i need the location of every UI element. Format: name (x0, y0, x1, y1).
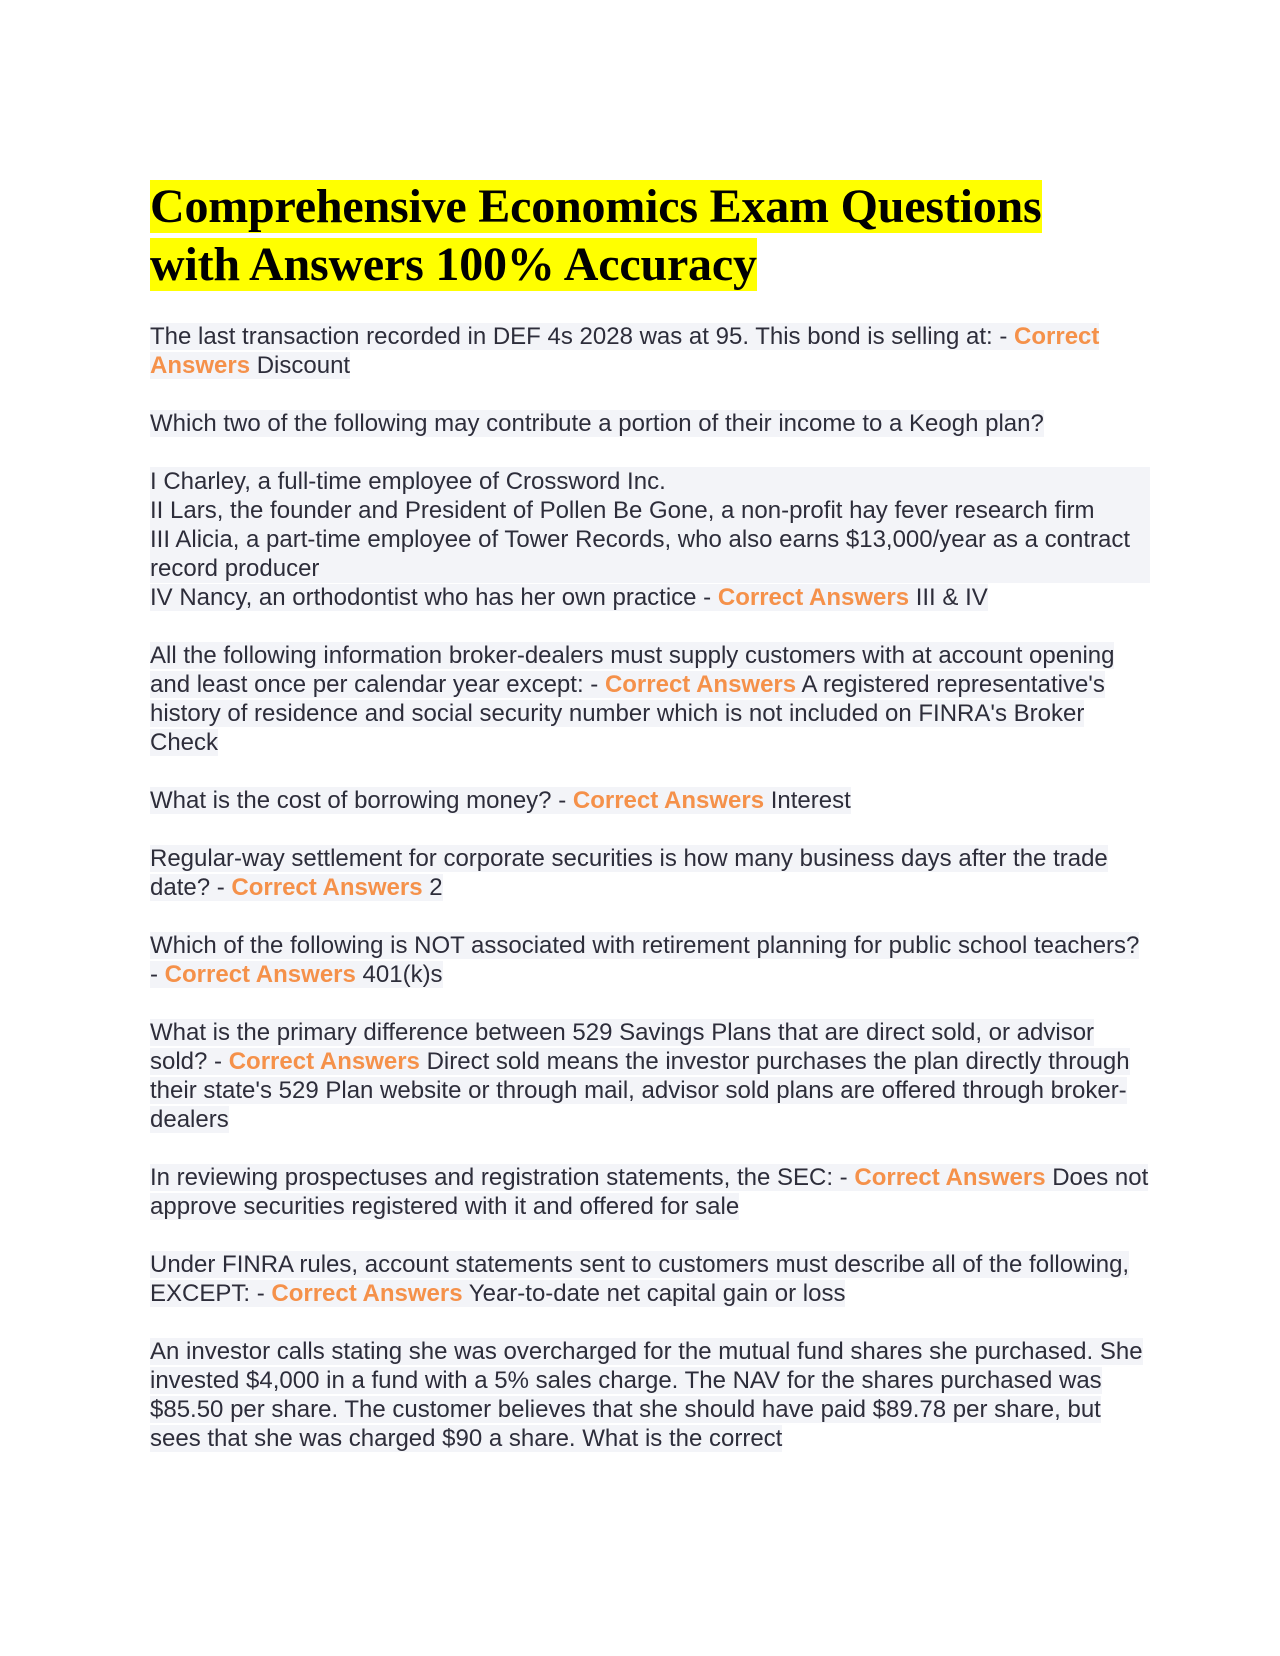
question-text: An investor calls stating she was overcharged for the mutual fund shares she purchased. She invested $4,000 in a fund with a 5% sales charge. The NAV for the shares purchased was $85.50 per share. The customer believes that she should have paid $89.78 per share, but sees that she was charged $90 a share. What is the correct (150, 1338, 1143, 1452)
qa-item-9 (150, 1250, 1150, 1308)
option-line-1: I Charley, a full-time employee of Crossword Inc. (150, 467, 1150, 496)
answer-label: Correct Answers (231, 874, 423, 901)
answer-label: Correct Answers (854, 1164, 1046, 1191)
answer-text: Direct sold means the investor purchases the plan directly through their state's 529 Plan website or through mail, advisor sold plans are offered through broker-dealers (150, 1048, 1130, 1133)
title-line-2: with Answers 100% Accuracy (150, 238, 757, 291)
question-text: Regular-way settlement for corporate securities is how many business days after the trade date? - (150, 845, 1108, 901)
question-text: Which two of the following may contribute a portion of their income to a Keogh plan? (150, 410, 1044, 437)
document-title (150, 178, 1150, 294)
qa-item-5 (150, 844, 1150, 902)
option-line-3: III Alicia, a part-time employee of Tower Records, who also earns $13,000/year as a contract record producer (150, 525, 1150, 583)
answer-label: Correct Answers (228, 1048, 420, 1075)
qa-item-8 (150, 1163, 1150, 1221)
answer-label: Correct Answers (164, 961, 356, 988)
question-text: What is the cost of borrowing money? - (150, 787, 567, 814)
answer-text: III & IV (915, 584, 988, 611)
option-line-2: II Lars, the founder and President of Pollen Be Gone, a non-profit hay fever research firm (150, 496, 1150, 525)
qa-item-2 (150, 409, 1150, 438)
answer-text: Does not approve securities registered with it and offered for sale (150, 1164, 1149, 1220)
question-text: The last transaction recorded in DEF 4s 2028 was at 95. This bond is selling at: - (150, 323, 1008, 350)
answer-text: 2 (429, 874, 443, 901)
qa-item-3 (150, 641, 1150, 757)
document-page (150, 178, 1150, 1482)
answer-label: Correct Answers (572, 787, 765, 814)
answer-text: 401(k)s (362, 961, 443, 988)
answer-label: Correct Answers (717, 584, 910, 611)
answer-text: Discount (256, 352, 351, 379)
question-text: Under FINRA rules, account statements sent to customers must describe all of the following, EXCEPT: - (150, 1251, 1130, 1307)
question-text: Which of the following is NOT associated with retirement planning for public school teachers? - (150, 932, 1140, 988)
answer-text: Year-to-date net capital gain or loss (468, 1280, 846, 1307)
question-text: IV Nancy, an orthodontist who has her own practice - (150, 584, 712, 611)
qa-item-1 (150, 322, 1150, 380)
answer-label: Correct Answers (271, 1280, 463, 1307)
question-text: What is the primary difference between 529 Savings Plans that are direct sold, or advisor sold? - (150, 1019, 1095, 1075)
answer-label: Correct Answers (150, 323, 1100, 379)
question-text: All the following information broker-dealers must supply customers with at account opening and least once per calendar year except: - (150, 642, 1115, 698)
qa-item-6 (150, 931, 1150, 989)
answer-label: Correct Answers (604, 671, 797, 698)
qa-item-2-options (150, 467, 1150, 612)
title-line-1: Comprehensive Economics Exam Questions (150, 180, 1042, 233)
qa-item-10 (150, 1337, 1150, 1453)
question-text: In reviewing prospectuses and registration statements, the SEC: - (150, 1164, 848, 1191)
answer-text: Interest (770, 787, 851, 814)
qa-item-4 (150, 786, 1150, 815)
qa-item-7 (150, 1018, 1150, 1134)
answer-text: A registered representative's history of residence and social security number which is not included on FINRA's Broker Check (150, 671, 1105, 756)
